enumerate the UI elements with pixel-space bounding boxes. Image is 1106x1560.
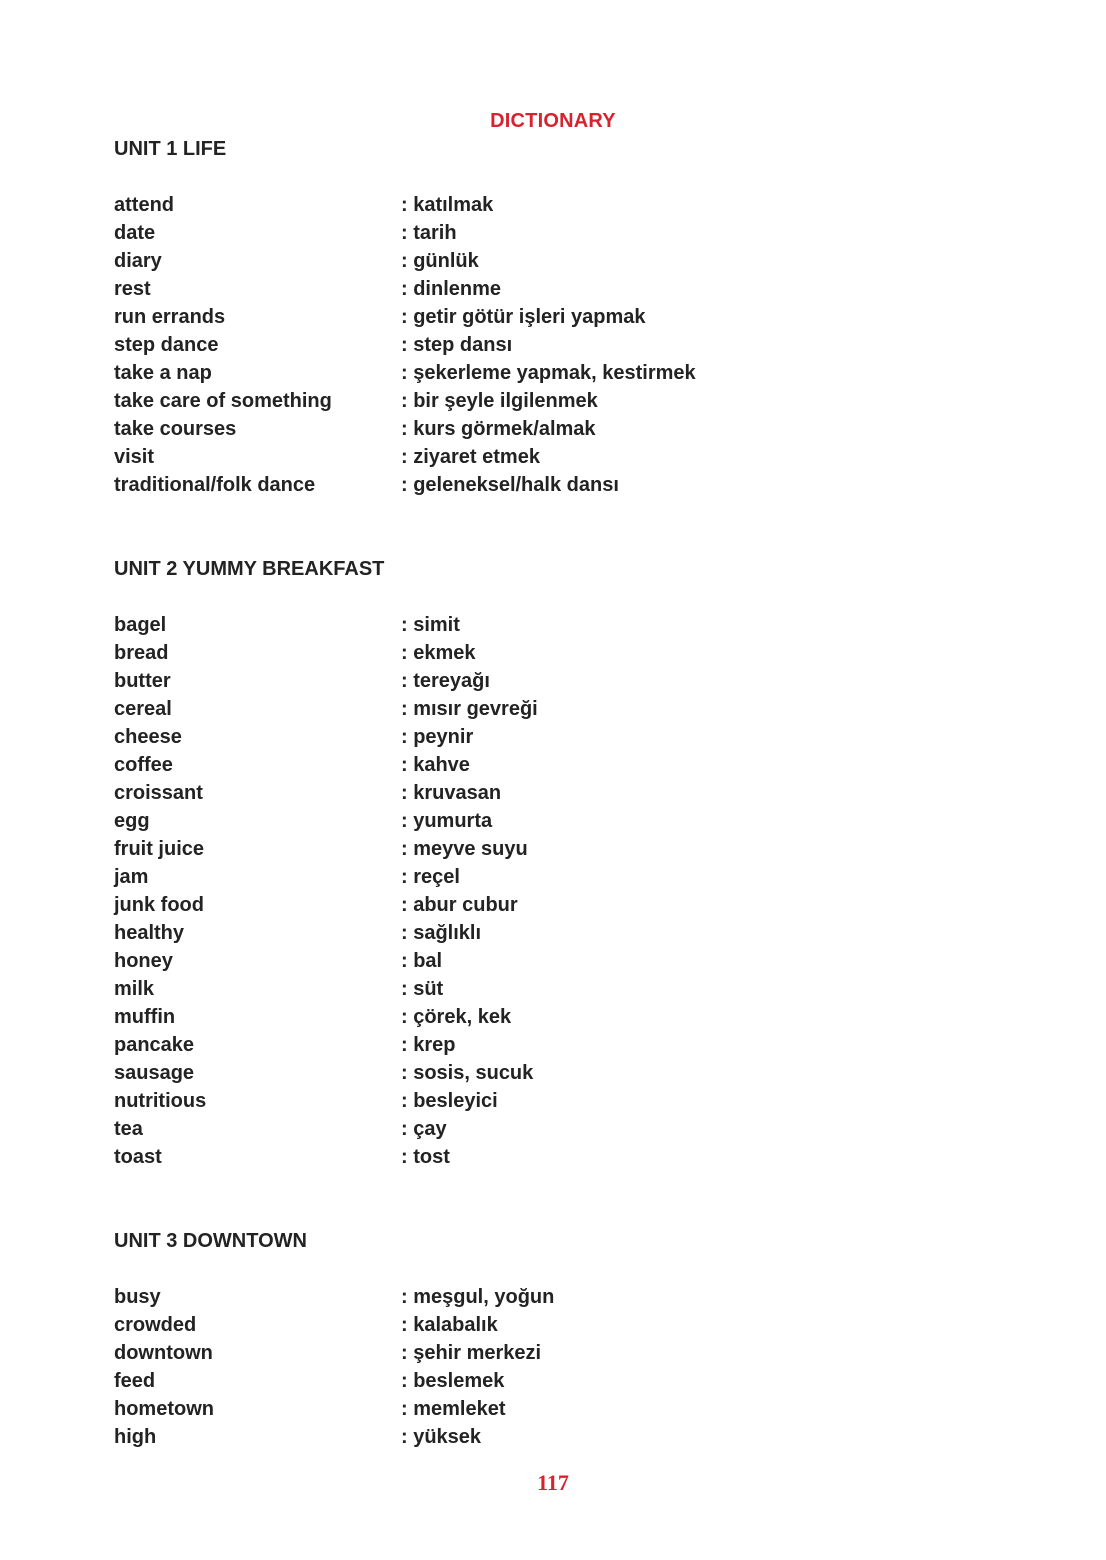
entry-term: hometown — [114, 1398, 214, 1420]
dictionary-entry — [114, 611, 914, 639]
page-number: 117 — [537, 1470, 569, 1495]
entry-meaning: : yüksek — [401, 1426, 482, 1448]
entry-meaning: : süt — [401, 978, 444, 1000]
dictionary-entry — [114, 723, 914, 751]
entry-term: take a nap — [114, 362, 212, 384]
entry-meaning: : besleyici — [401, 1090, 498, 1112]
entry-term: run errands — [114, 306, 226, 328]
dictionary-entry — [114, 443, 914, 471]
entry-meaning: : sosis, sucuk — [401, 1062, 534, 1084]
dictionary-entry — [114, 1395, 914, 1423]
dictionary-entry — [114, 1059, 914, 1087]
entry-meaning: : peynir — [401, 726, 474, 748]
dictionary-entry — [114, 947, 914, 975]
dictionary-entry — [114, 275, 914, 303]
entry-term: fruit juice — [114, 838, 205, 860]
entry-term: feed — [114, 1370, 156, 1392]
unit-2-entries — [114, 611, 914, 1171]
entry-term: butter — [114, 670, 171, 692]
entry-meaning: : ziyaret etmek — [401, 446, 540, 468]
dictionary-entry — [114, 975, 914, 1003]
entry-term: high — [114, 1426, 157, 1448]
entry-meaning: : getir götür işleri yapmak — [401, 306, 646, 328]
entry-meaning: : krep — [401, 1034, 456, 1056]
entry-meaning: : tost — [401, 1146, 450, 1168]
entry-term: visit — [114, 446, 155, 468]
dictionary-entry — [114, 779, 914, 807]
entry-term: attend — [114, 194, 174, 216]
entry-meaning: : çörek, kek — [401, 1006, 512, 1028]
dictionary-entry — [114, 471, 914, 499]
entry-meaning: : şehir merkezi — [401, 1342, 542, 1364]
dictionary-entry — [114, 751, 914, 779]
dictionary-entry — [114, 415, 914, 443]
entry-term: cereal — [114, 698, 172, 720]
entry-meaning: : kruvasan — [401, 782, 502, 804]
dictionary-entry — [114, 219, 914, 247]
entry-term: take courses — [114, 418, 237, 440]
dictionary-entry — [114, 863, 914, 891]
entry-term: jam — [114, 866, 149, 888]
entry-term: crowded — [114, 1314, 197, 1336]
entry-meaning: : meşgul, yoğun — [401, 1286, 555, 1308]
entry-meaning: : tereyağı — [401, 670, 490, 692]
page-title: DICTIONARY — [490, 110, 616, 132]
dictionary-entry — [114, 387, 914, 415]
dictionary-entry — [114, 1367, 914, 1395]
entry-term: egg — [114, 810, 150, 832]
entry-meaning: : kahve — [401, 754, 470, 776]
dictionary-entry — [114, 303, 914, 331]
entry-meaning: : ekmek — [401, 642, 476, 664]
entry-meaning: : kurs görmek/almak — [401, 418, 596, 440]
dictionary-entry — [114, 1087, 914, 1115]
unit-1-entries — [114, 191, 914, 499]
entry-meaning: : şekerleme yapmak, kestirmek — [401, 362, 696, 384]
entry-meaning: : sağlıklı — [401, 922, 482, 944]
dictionary-entry — [114, 247, 914, 275]
entry-term: traditional/folk dance — [114, 474, 316, 496]
entry-term: downtown — [114, 1342, 213, 1364]
entry-term: busy — [114, 1286, 161, 1308]
dictionary-entry — [114, 1003, 914, 1031]
dictionary-entry — [114, 639, 914, 667]
unit-1-title: UNIT 1 LIFE — [114, 138, 227, 160]
dictionary-entry — [114, 891, 914, 919]
entry-meaning: : katılmak — [401, 194, 494, 216]
entry-term: step dance — [114, 334, 219, 356]
dictionary-entry — [114, 191, 914, 219]
entry-term: tea — [114, 1118, 143, 1140]
dictionary-entry — [114, 1031, 914, 1059]
entry-meaning: : bir şeyle ilgilenmek — [401, 390, 598, 412]
unit-2-title: UNIT 2 YUMMY BREAKFAST — [114, 558, 385, 580]
dictionary-entry — [114, 331, 914, 359]
entry-meaning: : bal — [401, 950, 443, 972]
entry-term: healthy — [114, 922, 185, 944]
entry-term: sausage — [114, 1062, 195, 1084]
unit-3-title: UNIT 3 DOWNTOWN — [114, 1230, 307, 1252]
entry-meaning: : abur cubur — [401, 894, 518, 916]
entry-meaning: : mısır gevreği — [401, 698, 538, 720]
entry-term: croissant — [114, 782, 203, 804]
unit-3-entries — [114, 1283, 914, 1451]
entry-meaning: : çay — [401, 1118, 447, 1140]
entry-term: take care of something — [114, 390, 332, 412]
entry-meaning: : reçel — [401, 866, 460, 888]
dictionary-entry — [114, 835, 914, 863]
entry-term: coffee — [114, 754, 173, 776]
dictionary-entry — [114, 1283, 914, 1311]
dictionary-entry — [114, 1143, 914, 1171]
dictionary-entry — [114, 919, 914, 947]
entry-term: muffin — [114, 1006, 176, 1028]
dictionary-entry — [114, 667, 914, 695]
entry-meaning: : tarih — [401, 222, 457, 244]
entry-meaning: : memleket — [401, 1398, 506, 1420]
dictionary-entry — [114, 1423, 914, 1451]
entry-meaning: : geleneksel/halk dansı — [401, 474, 619, 496]
entry-meaning: : meyve suyu — [401, 838, 528, 860]
entry-term: honey — [114, 950, 173, 972]
dictionary-entry — [114, 1311, 914, 1339]
entry-term: pancake — [114, 1034, 195, 1056]
entry-meaning: : kalabalık — [401, 1314, 498, 1336]
entry-term: bagel — [114, 614, 167, 636]
entry-term: diary — [114, 250, 162, 272]
entry-meaning: : dinlenme — [401, 278, 502, 300]
entry-meaning: : simit — [401, 614, 460, 636]
entry-term: junk food — [114, 894, 204, 916]
entry-term: cheese — [114, 726, 182, 748]
entry-meaning: : beslemek — [401, 1370, 505, 1392]
entry-meaning: : step dansı — [401, 334, 513, 356]
entry-term: milk — [114, 978, 155, 1000]
entry-term: toast — [114, 1146, 162, 1168]
dictionary-entry — [114, 695, 914, 723]
entry-term: bread — [114, 642, 169, 664]
entry-term: nutritious — [114, 1090, 207, 1112]
dictionary-entry — [114, 1339, 914, 1367]
entry-term: rest — [114, 278, 151, 300]
entry-meaning: : günlük — [401, 250, 479, 272]
entry-meaning: : yumurta — [401, 810, 493, 832]
dictionary-entry — [114, 1115, 914, 1143]
dictionary-entry — [114, 359, 914, 387]
dictionary-entry — [114, 807, 914, 835]
entry-term: date — [114, 222, 156, 244]
